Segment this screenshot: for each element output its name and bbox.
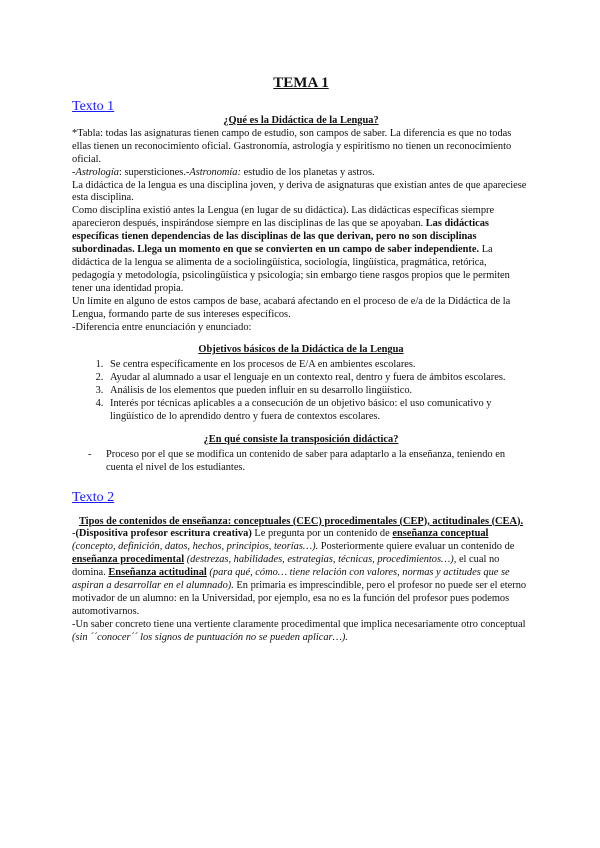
text-run-bold: (Dispositiva profesor escritura creativa) bbox=[75, 528, 252, 540]
paragraph-disciplina-joven: La didáctica de la lengua es una disciplina joven, y deriva de asignaturas que existían antes de que apareciese esta disciplina. bbox=[72, 179, 527, 204]
term-ensenanza-procedimental: enseñanza procedimental bbox=[72, 554, 185, 566]
text-run: el cual no domina. bbox=[72, 554, 500, 579]
paragraph-didacticas-especificas bbox=[72, 205, 530, 295]
paragraph-astrologia bbox=[72, 167, 530, 180]
text-run-italic: (concepto, definición, datos, hechos, principios, teorías…). bbox=[72, 541, 319, 553]
text-run-italic: (destrezas, habilidades, estrategias, técnicas, procedimientos…), bbox=[184, 554, 457, 566]
text-run: - bbox=[72, 528, 76, 540]
text-run-italic: (sin ´´conocer´´ los signos de puntuación no se pueden aplicar…). bbox=[72, 631, 348, 643]
section-heading-transposicion: ¿En qué consiste la transposición didáctica? bbox=[203, 433, 399, 445]
paragraph-tabla: *Tabla: todas las asignaturas tienen campo de estudio, son campos de saber. La diferencia es que no todas ellas tienen un reconocimiento oficial. Gastronomía, astrología y espiritismo no tienen un reconocimiento oficial. bbox=[72, 127, 512, 165]
text-run-italic: (para qué, cómo… tiene relación con valores, normas y actitudes que se aspiran a desarrollar en el alumnado). bbox=[72, 567, 510, 592]
objetivos-list bbox=[72, 359, 530, 424]
text-run: Posteriormente quiere evaluar un contenido de bbox=[318, 541, 515, 553]
paragraph-limite: Un límite en alguno de estos campos de base, acabará afectando en el proceso de e/a de la Didáctica de la Lengua, formando parte de sus intereses específicos. bbox=[72, 295, 511, 320]
paragraph-enunciacion: -Diferencia entre enunciación y enunciado: bbox=[72, 321, 252, 333]
list-item: 2. Ayudar al alumnado a usar el lenguaje en un contexto real, dentro y fuera de ámbitos escolares. bbox=[106, 372, 530, 385]
text-run: Astrología bbox=[75, 166, 119, 178]
text-run: La didáctica de la lengua se alimenta de a sociolingüística, sociología, lingüística, pragmática, retórica, pedagogía y metodología, psicolingüística y psicología; sin embargo tiene rasgos propios que le permiten tener una identidad propia. bbox=[72, 244, 510, 294]
list-item: 4. Interés por técnicas aplicables a a consecución de un objetivo básico: el uso comunicativo y lingüístico de lo aprendido dentro y fuera de contextos escolares. bbox=[106, 398, 530, 424]
text-run: estudio de los planetas y astros. bbox=[240, 166, 375, 178]
text-run: Astronomía: bbox=[189, 166, 241, 178]
texto-1-heading: Texto 1 bbox=[72, 99, 115, 114]
texto-2-heading: Texto 2 bbox=[72, 489, 115, 505]
section-heading-objetivos: Objetivos básicos de la Didáctica de la Lengua bbox=[198, 344, 404, 356]
page-title: TEMA 1 bbox=[273, 75, 329, 91]
list-item: 1. Se centra específicamente en los procesos de E/A en ambientes escolares. bbox=[106, 359, 530, 372]
section-heading-tipos-contenidos: Tipos de contenidos de enseñanza: conceptuales (CEC) procedimentales (CEP), actitudinales (CEA). bbox=[78, 515, 524, 527]
text-run: : supersticiones.- bbox=[118, 166, 190, 178]
transposicion-list bbox=[72, 449, 530, 475]
list-item: - Proceso por el que se modifica un contenido de saber para adaptarlo a la enseñanza, teniendo en cuenta el nivel de los estudiantes. bbox=[106, 449, 530, 475]
section-heading-didactica: ¿Qué es la Didáctica de la Lengua? bbox=[223, 115, 379, 126]
text-run: -Un saber concreto tiene una vertiente claramente procedimental que implica necesariamente otro conceptual bbox=[72, 618, 526, 630]
paragraph-dispositiva bbox=[72, 528, 530, 618]
text-run: Como disciplina existió antes la Lengua (en lugar de su didáctica). Las didácticas específicas siempre aparecieron después, inspirándose siempre en las disciplinas de las que se apoyaban. bbox=[72, 205, 495, 230]
text-run: En primaria es imprescindible, pero el profesor no puede ser el eterno motivador de un alumno: en la Universidad, por ejemplo, esa no es la función del profesor pues podemos automotivarnos. bbox=[72, 580, 527, 617]
document-page bbox=[72, 74, 530, 645]
paragraph-saber-concreto bbox=[72, 619, 530, 645]
term-ensenanza-actitudinal: Enseñanza actitudinal bbox=[108, 567, 207, 579]
text-run-bold: Las didácticas específicas tienen dependencias de las disciplinas de las que derivan, pero no son disciplinas subordinadas. Llega un momento en que se convierten en un campo de saber independiente. bbox=[72, 218, 489, 256]
list-item: 3. Análisis de los elementos que pueden influir en su desarrollo lingüístico. bbox=[106, 385, 530, 398]
text-run: - bbox=[72, 166, 76, 178]
text-run: Le pregunta por un contenido de bbox=[251, 528, 393, 540]
term-ensenanza-conceptual: enseñanza conceptual bbox=[392, 528, 489, 540]
